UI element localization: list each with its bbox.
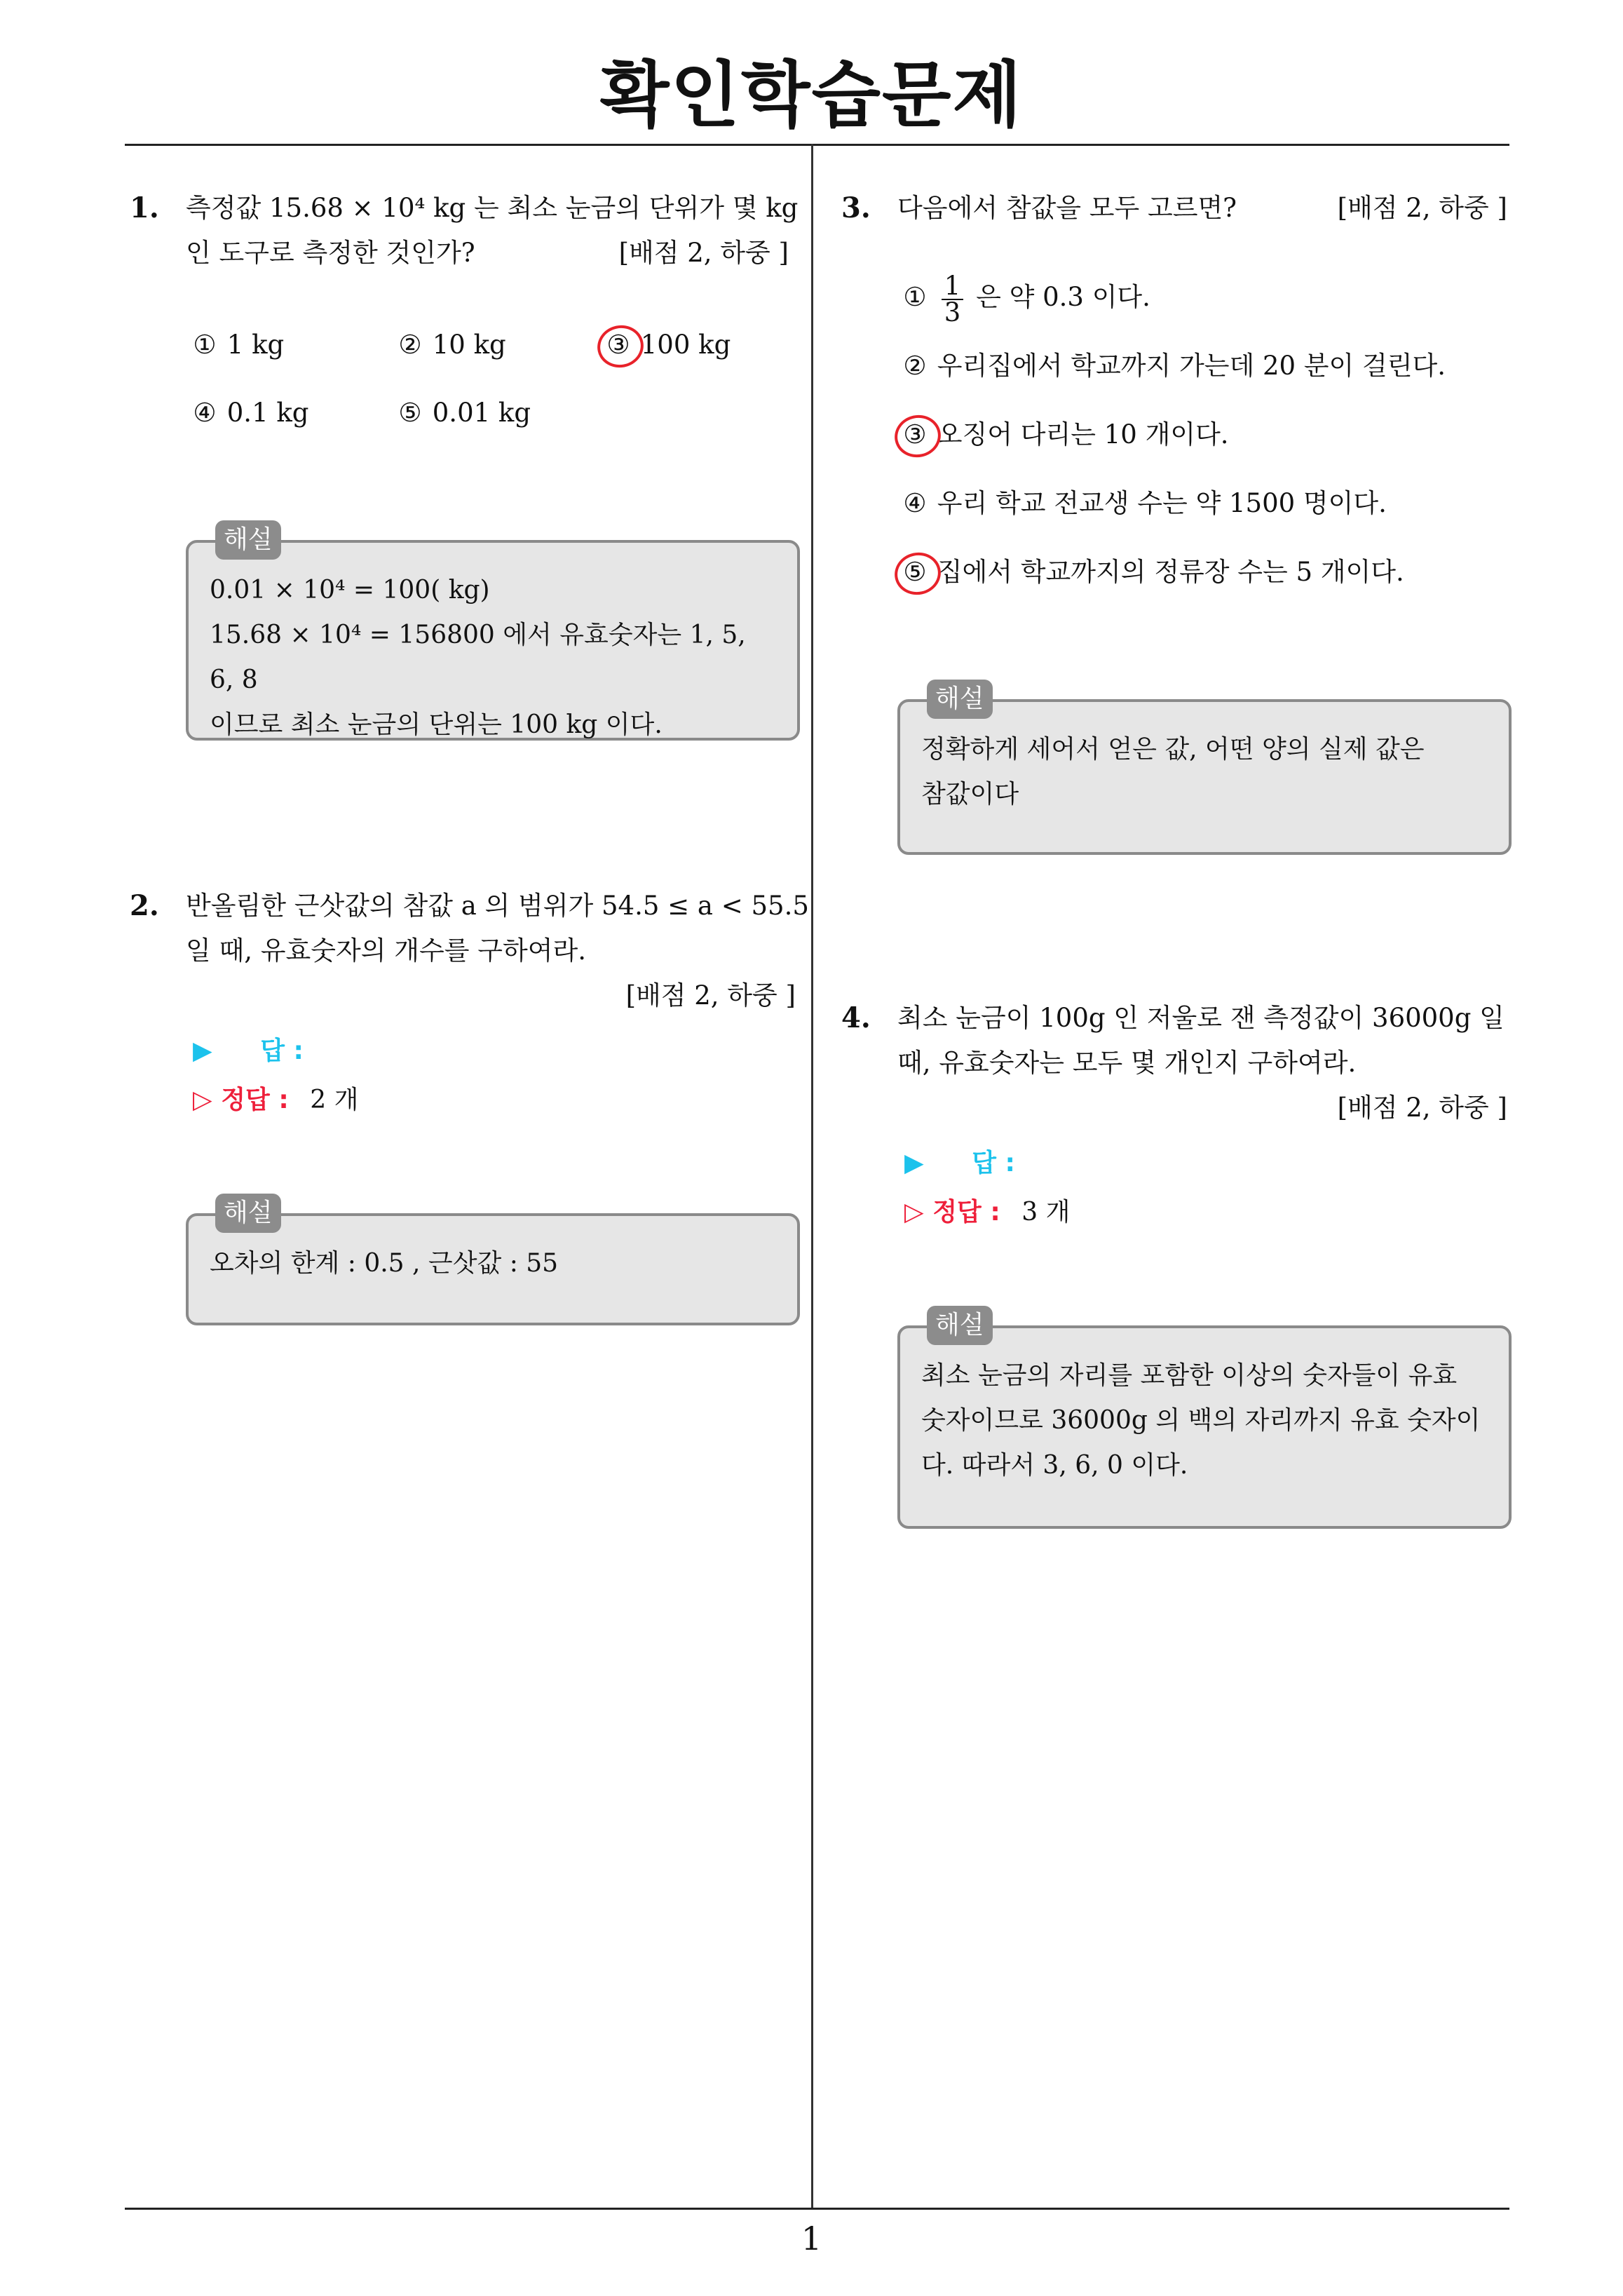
explanation-line: 정확하게 세어서 얻은 값, 어떤 양의 실제 값은 — [921, 735, 1425, 764]
explanation-line: 최소 눈금의 자리를 포함한 이상의 숫자들이 유효 — [921, 1361, 1458, 1390]
explanation-line: 오차의 한계 : 0.5 , 근삿값 : 55 — [210, 1249, 559, 1278]
fraction-numerator: 1 — [942, 274, 964, 300]
question-text: 반올림한 근삿값의 참값 a 의 범위가 54.5 ≤ a < 55.5 — [186, 891, 809, 921]
play-icon: ▶ — [193, 1036, 212, 1065]
choice-number: ① — [903, 282, 927, 312]
choice-1[interactable] — [191, 323, 284, 367]
explanation-box — [186, 1198, 800, 1325]
question-4 — [841, 996, 1514, 1136]
choice-text: 은 약 0.3 이다. — [976, 282, 1150, 312]
question-number: 1. — [130, 191, 159, 224]
question-text: 최소 눈금이 100g 인 저울로 잰 측정값이 36000g 일 — [897, 1003, 1505, 1033]
choice-5[interactable] — [901, 550, 1404, 595]
column-divider — [811, 144, 813, 2208]
question-text: 인 도구로 측정한 것인가? — [186, 238, 475, 268]
correct-label: 정답 : — [221, 1086, 289, 1114]
choice-2[interactable] — [396, 323, 506, 367]
fraction — [942, 270, 964, 327]
choice-number: ⑤ — [903, 557, 927, 587]
play-icon: ▶ — [904, 1149, 924, 1177]
choice-text: 우리 학교 전교생 수는 약 1500 명이다. — [937, 488, 1387, 518]
choice-text: 오징어 다리는 10 개이다. — [937, 419, 1229, 450]
choice-4[interactable] — [191, 391, 308, 435]
choice-text: 집에서 학교까지의 정류장 수는 5 개이다. — [937, 557, 1404, 587]
choice-text: 10 kg — [432, 330, 506, 360]
explanation-tag: 해설 — [215, 1194, 281, 1233]
answer-label: 답 : — [972, 1149, 1015, 1177]
explanation-tag: 해설 — [927, 680, 993, 719]
correct-answer-row — [904, 1192, 1070, 1228]
fraction-denominator: 3 — [944, 297, 961, 327]
choice-text: 0.01 kg — [432, 398, 531, 428]
question-1 — [130, 186, 803, 284]
correct-answer-row — [193, 1080, 358, 1116]
choice-number: ④ — [193, 398, 217, 428]
explanation-box — [897, 1311, 1512, 1529]
explanation-box — [186, 525, 800, 741]
explanation-line: 15.68 × 10⁴ = 156800 에서 유효숫자는 1, 5, 6, 8 — [210, 621, 746, 694]
question-text: 다음에서 참값을 모두 고르면? — [897, 193, 1237, 223]
correct-label: 정답 : — [932, 1198, 1000, 1227]
explanation-box — [897, 684, 1512, 855]
choice-number: ② — [903, 351, 927, 381]
choice-1[interactable] — [901, 272, 1150, 325]
explanation-line: 참값이다 — [921, 780, 1019, 809]
answer-row[interactable] — [193, 1031, 304, 1067]
header-rule — [125, 144, 1509, 146]
explanation-line: 다. 따라서 3, 6, 0 이다. — [921, 1451, 1188, 1480]
choice-3[interactable] — [901, 412, 1229, 457]
choice-text: 100 kg — [640, 330, 731, 360]
score-level: [배점 2, 하중 ] — [618, 238, 789, 268]
explanation-line: 숫자이므로 36000g 의 백의 자리까지 유효 숫자이 — [921, 1406, 1481, 1435]
question-3 — [841, 186, 1514, 235]
question-text: 측정값 15.68 × 10⁴ kg 는 최소 눈금의 단위가 몇 kg — [186, 193, 799, 223]
explanation-line: 이므로 최소 눈금의 단위는 100 kg 이다. — [210, 710, 663, 739]
choice-2[interactable] — [901, 344, 1446, 389]
outline-play-icon: ▷ — [904, 1198, 924, 1227]
explanation-tag: 해설 — [927, 1306, 993, 1345]
choice-number: ④ — [903, 488, 927, 518]
score-level: [배점 2, 하중 ] — [625, 980, 796, 1011]
question-number: 4. — [841, 1001, 871, 1034]
score-level: [배점 2, 하중 ] — [1337, 1093, 1507, 1123]
answer-label: 답 : — [260, 1036, 304, 1065]
score-level: [배점 2, 하중 ] — [1337, 193, 1507, 223]
choice-number: ③ — [606, 330, 630, 360]
question-text: 때, 유효숫자는 모두 몇 개인지 구하여라. — [897, 1048, 1357, 1078]
explanation-tag: 해설 — [215, 520, 281, 560]
explanation-line: 0.01 × 10⁴ = 100( kg) — [210, 576, 490, 605]
question-number: 3. — [841, 191, 871, 224]
choice-number: ② — [398, 330, 422, 360]
correct-value: 3 개 — [1021, 1198, 1071, 1227]
choice-text: 우리집에서 학교까지 가는데 20 분이 걸린다. — [937, 351, 1446, 381]
answer-row[interactable] — [904, 1143, 1015, 1179]
choice-4[interactable] — [901, 481, 1387, 526]
page-number: 1 — [801, 2220, 822, 2257]
question-2 — [130, 884, 809, 1024]
page-title: 확인학습문제 — [599, 54, 1024, 137]
choice-text: 1 kg — [226, 330, 285, 360]
outline-play-icon: ▷ — [193, 1086, 212, 1114]
choice-text: 0.1 kg — [226, 398, 309, 428]
correct-value: 2 개 — [310, 1086, 359, 1114]
choice-number: ① — [193, 330, 217, 360]
choice-5[interactable] — [396, 391, 531, 435]
choice-number: ③ — [903, 419, 927, 450]
footer-rule — [125, 2208, 1509, 2210]
choice-number: ⑤ — [398, 398, 422, 428]
question-number: 2. — [130, 889, 159, 922]
question-text: 일 때, 유효숫자의 개수를 구하여라. — [186, 936, 586, 966]
